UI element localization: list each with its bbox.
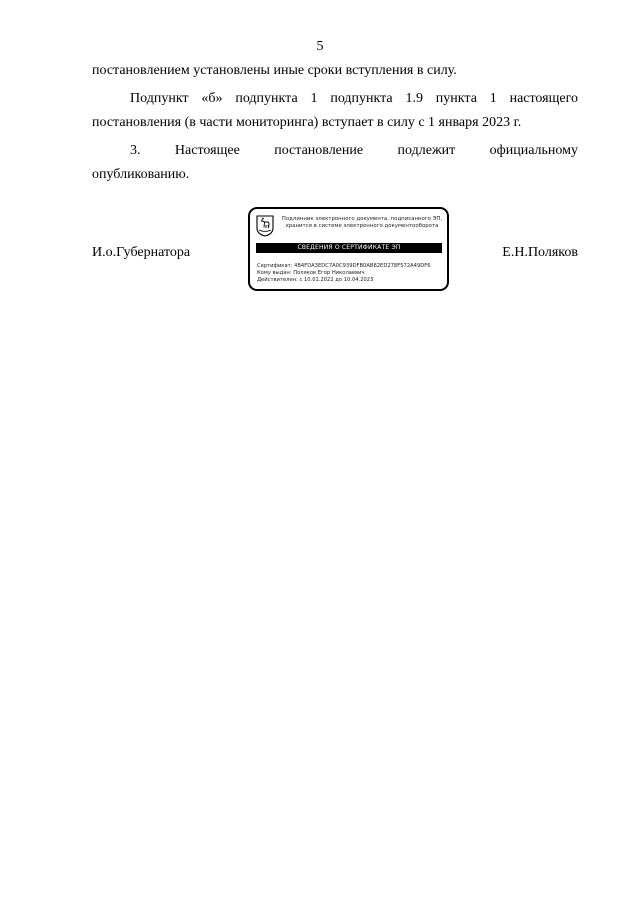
issued-to-row xyxy=(257,270,445,277)
issued-to-label: Кому выдан: xyxy=(257,270,292,276)
signatory-name: Е.Н.Поляков xyxy=(502,245,578,260)
paragraph-line-5: опубликованию. xyxy=(92,167,190,182)
electronic-signature-stamp xyxy=(248,207,449,291)
paragraph-line-4: 3. Настоящее постановление подлежит официальному xyxy=(130,143,578,158)
issued-to-value: Поляков Егор Николаевич xyxy=(293,270,365,276)
paragraph-line-2: Подпункт «б» подпункта 1 подпункта 1.9 пункта 1 настоящего xyxy=(130,91,578,106)
stamp-header-line-1: Подлинник электронного документа, подписанного ЭП, xyxy=(281,216,443,222)
page-number: 5 xyxy=(316,39,324,54)
validity-label: Действителен: xyxy=(257,277,298,283)
validity-value: с 10.01.2022 до 10.04.2023 xyxy=(299,277,374,283)
stamp-header-line-2: хранится в системе электронного документооборота xyxy=(285,223,439,229)
paragraph-line-1: постановлением установлены иные сроки вступления в силу. xyxy=(92,63,457,78)
paragraph-line-3: постановления (в части мониторинга) вступает в силу с 1 января 2023 г. xyxy=(92,115,522,130)
stamp-details xyxy=(257,263,445,284)
certificate-row xyxy=(257,263,445,270)
stamp-header xyxy=(278,216,446,230)
certificate-label: Сертификат: xyxy=(257,263,293,269)
stamp-title-bar: СВЕДЕНИЯ О СЕРТИФИКАТЕ ЭП xyxy=(256,243,442,253)
certificate-value: 4B4FDA3EDC7A0C939DFB0AB82ED278F572A49DF6 xyxy=(294,263,431,269)
deer-emblem-icon xyxy=(256,215,274,237)
validity-row xyxy=(257,277,445,284)
signatory-position: И.о.Губернатора xyxy=(92,245,191,260)
